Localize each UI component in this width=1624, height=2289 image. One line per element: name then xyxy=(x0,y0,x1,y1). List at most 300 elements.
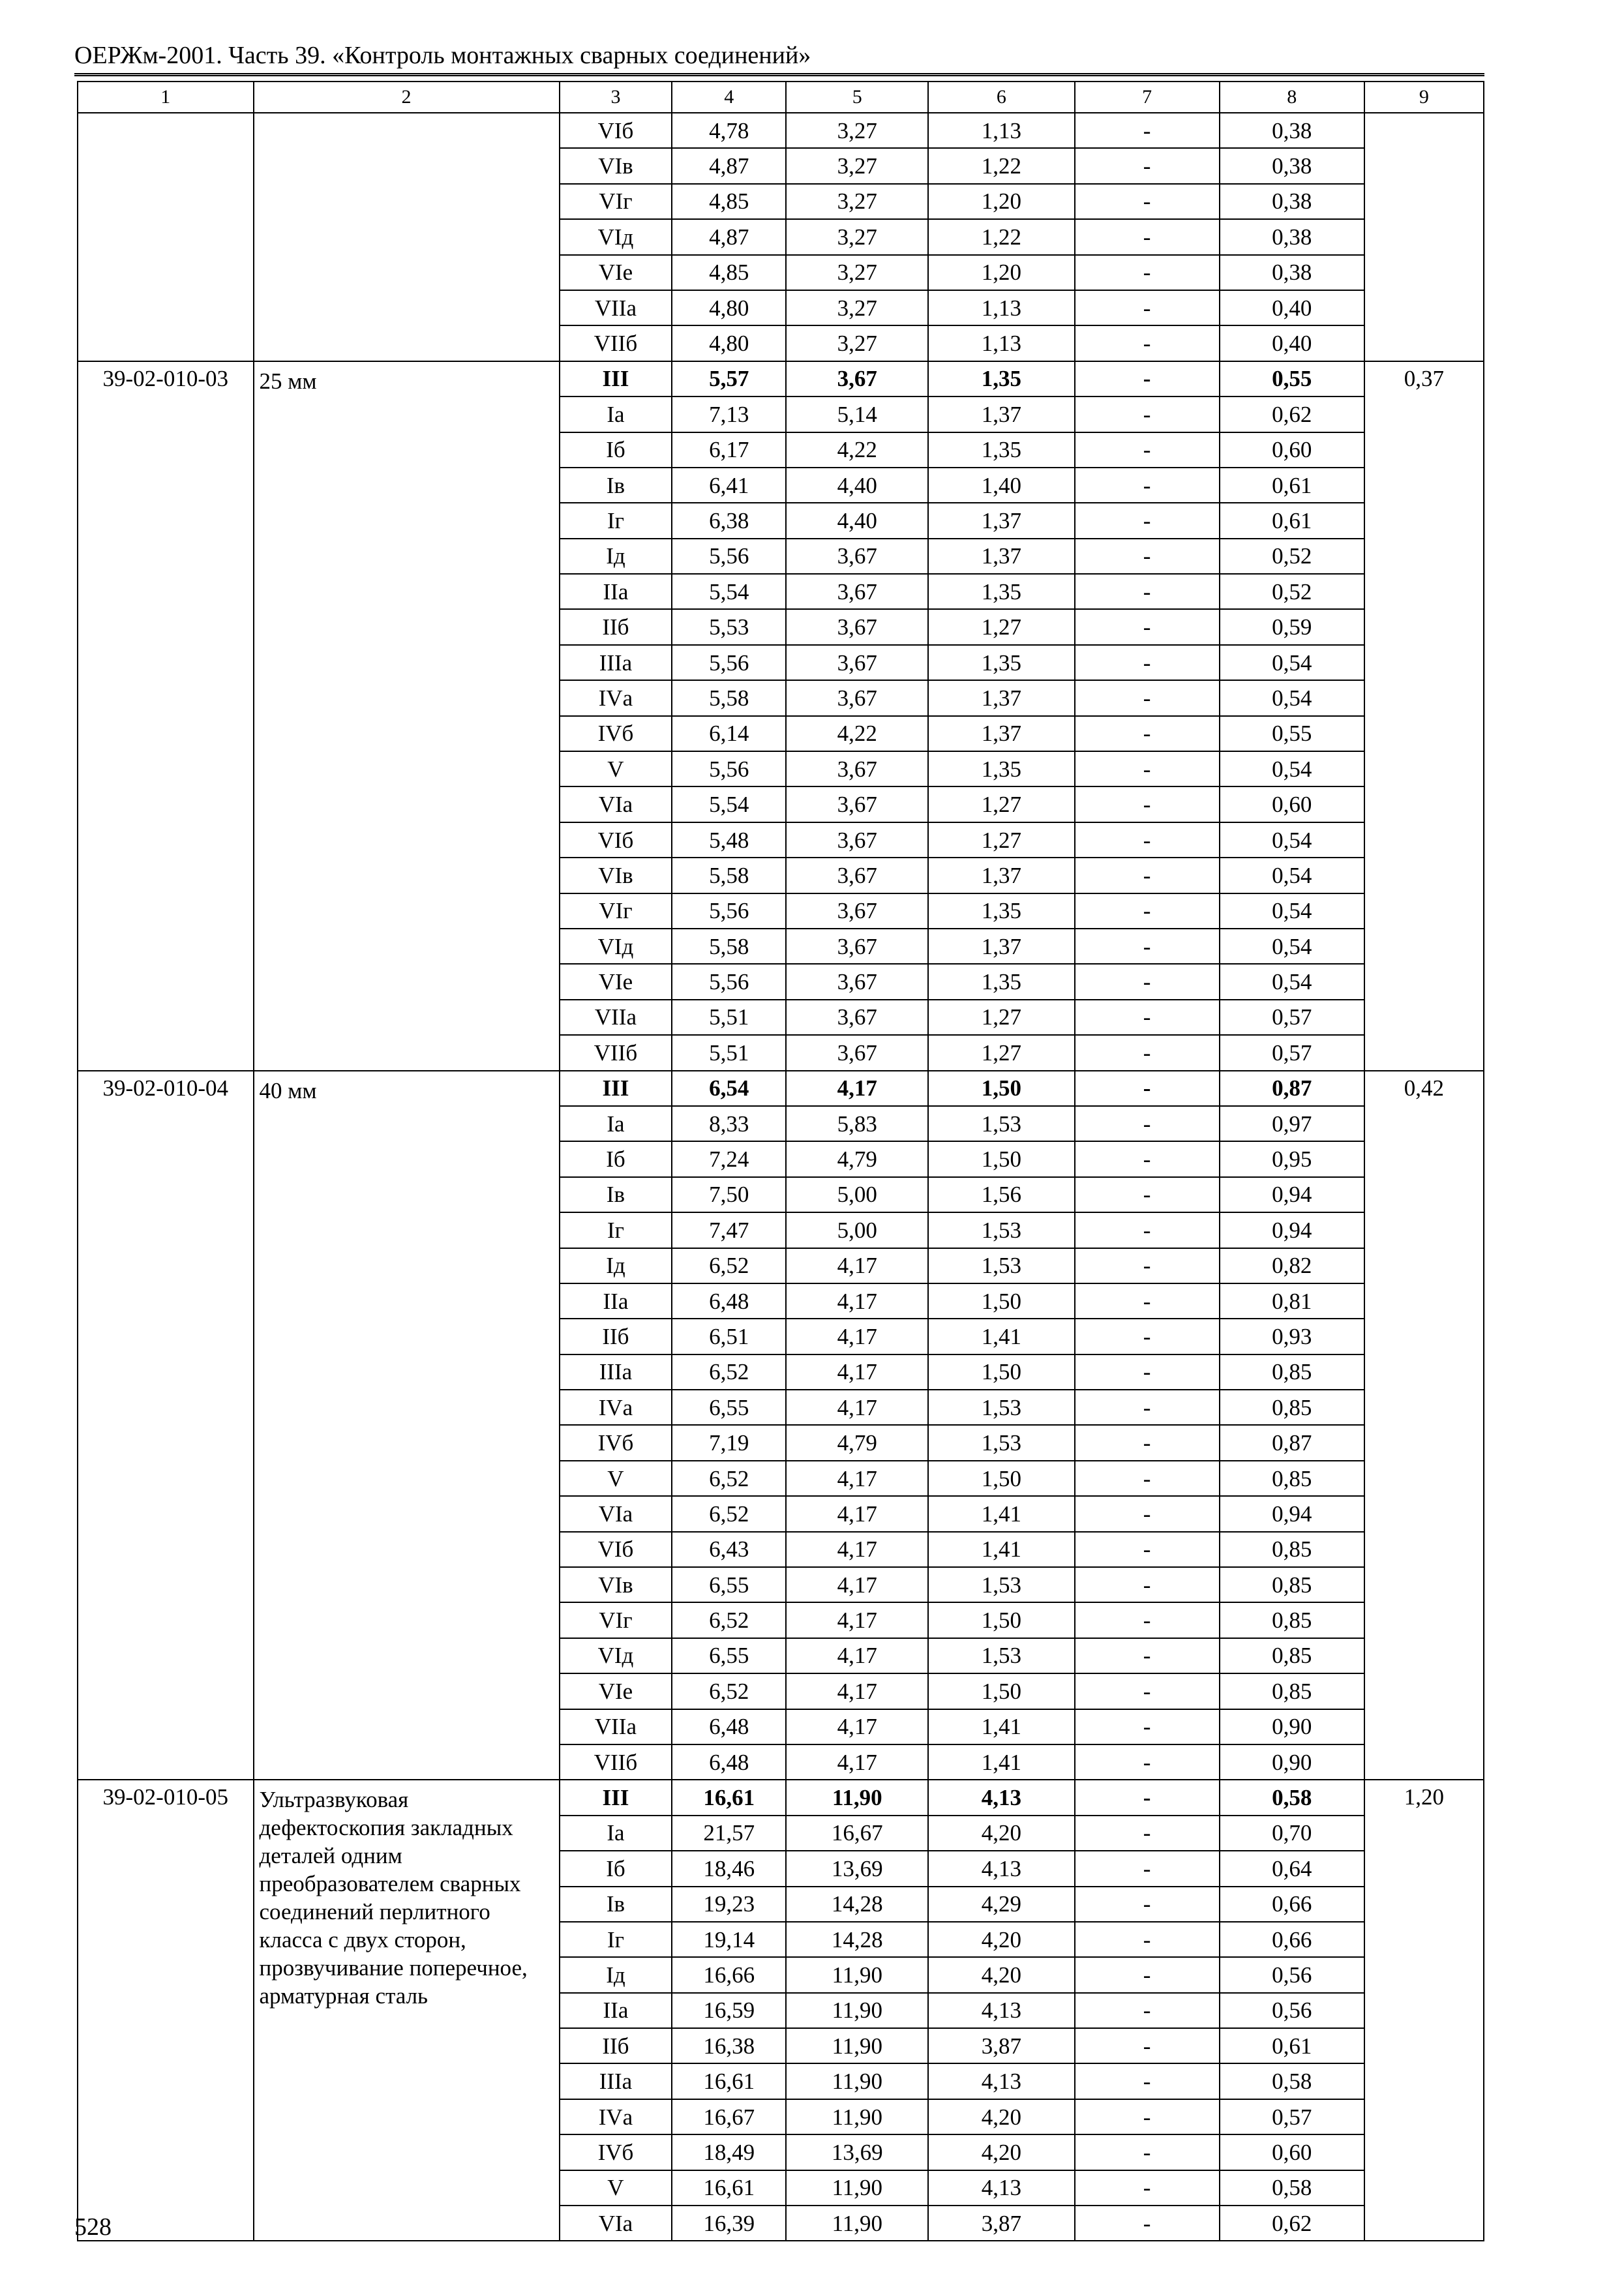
region-cell: VIе xyxy=(560,964,672,999)
value-cell: 0,52 xyxy=(1220,539,1364,574)
value-cell: - xyxy=(1075,113,1220,148)
region-cell: Iб xyxy=(560,1141,672,1176)
value-cell: - xyxy=(1075,148,1220,183)
value-cell: 4,17 xyxy=(786,1638,928,1673)
value-cell: 0,59 xyxy=(1220,609,1364,644)
value-cell: 1,35 xyxy=(928,361,1074,396)
value-cell: - xyxy=(1075,2063,1220,2099)
region-cell: Iб xyxy=(560,432,672,468)
value-cell: 0,81 xyxy=(1220,1283,1364,1319)
column-number: 3 xyxy=(560,82,672,113)
region-cell: Iа xyxy=(560,1106,672,1141)
value-cell: 0,90 xyxy=(1220,1744,1364,1780)
value-cell: 5,57 xyxy=(672,361,786,396)
value-cell: 3,67 xyxy=(786,574,928,609)
value-cell: 0,54 xyxy=(1220,645,1364,680)
value-cell: 0,38 xyxy=(1220,219,1364,254)
value-cell: 3,27 xyxy=(786,325,928,361)
value-cell: 1,50 xyxy=(928,1354,1074,1390)
column-number: 7 xyxy=(1075,82,1220,113)
value-cell: 0,56 xyxy=(1220,1993,1364,2028)
value-cell: 1,53 xyxy=(928,1425,1074,1460)
value-cell: - xyxy=(1075,432,1220,468)
value-cell: - xyxy=(1075,574,1220,609)
value-cell: 5,56 xyxy=(672,751,786,786)
rate-code-cell: 39-02-010-04 xyxy=(78,1071,254,1780)
value-cell: 6,52 xyxy=(672,1496,786,1531)
value-cell: - xyxy=(1075,716,1220,751)
value-cell: 0,58 xyxy=(1220,2170,1364,2206)
value-cell: - xyxy=(1075,184,1220,219)
value-cell: 5,83 xyxy=(786,1106,928,1141)
value-cell: 1,50 xyxy=(928,1673,1074,1709)
value-cell: 6,48 xyxy=(672,1709,786,1744)
value-cell: - xyxy=(1075,1709,1220,1744)
value-cell: 0,40 xyxy=(1220,290,1364,325)
table-row xyxy=(78,1780,1484,1815)
value-cell: 0,58 xyxy=(1220,2063,1364,2099)
value-cell: 18,49 xyxy=(672,2134,786,2170)
document-title: ОЕРЖм-2001. Часть 39. «Контроль монтажных сварных соединений» xyxy=(74,42,811,69)
value-cell: - xyxy=(1075,1212,1220,1248)
value-cell: 0,94 xyxy=(1220,1212,1364,1248)
value-cell: 4,29 xyxy=(928,1887,1074,1922)
value-cell: 1,35 xyxy=(928,645,1074,680)
value-cell: 0,57 xyxy=(1220,1035,1364,1070)
value-cell: 4,17 xyxy=(786,1319,928,1354)
value-cell: - xyxy=(1075,1532,1220,1567)
value-cell: 1,37 xyxy=(928,396,1074,432)
value-cell: 0,90 xyxy=(1220,1709,1364,1744)
value-cell: 1,37 xyxy=(928,503,1074,538)
value-cell: 0,57 xyxy=(1220,2099,1364,2134)
value-cell: 4,13 xyxy=(928,1780,1074,1815)
value-cell: - xyxy=(1075,503,1220,538)
value-cell: 0,54 xyxy=(1220,964,1364,999)
value-cell: - xyxy=(1075,2099,1220,2134)
value-cell: - xyxy=(1075,1283,1220,1319)
value-cell: 1,27 xyxy=(928,609,1074,644)
value-cell: 4,79 xyxy=(786,1141,928,1176)
value-cell: - xyxy=(1075,822,1220,858)
value-cell: 3,67 xyxy=(786,539,928,574)
region-cell: VIг xyxy=(560,893,672,929)
value-cell: 18,46 xyxy=(672,1851,786,1886)
value-cell: 3,67 xyxy=(786,680,928,715)
value-cell: - xyxy=(1075,2028,1220,2063)
value-cell: 0,38 xyxy=(1220,113,1364,148)
region-cell: IVб xyxy=(560,2134,672,2170)
value-cell: 1,37 xyxy=(928,716,1074,751)
value-cell: 6,43 xyxy=(672,1532,786,1567)
value-cell: - xyxy=(1075,1000,1220,1035)
region-cell: IVа xyxy=(560,680,672,715)
value-cell: 3,87 xyxy=(928,2206,1074,2241)
value-cell: - xyxy=(1075,751,1220,786)
value-cell: 16,61 xyxy=(672,1780,786,1815)
value-cell: 4,17 xyxy=(786,1602,928,1638)
value-cell: 0,55 xyxy=(1220,716,1364,751)
region-cell: VIб xyxy=(560,113,672,148)
value-cell: 6,17 xyxy=(672,432,786,468)
value-cell: 6,52 xyxy=(672,1248,786,1283)
region-cell: VIе xyxy=(560,1673,672,1709)
value-cell: 11,90 xyxy=(786,1993,928,2028)
value-cell: 4,40 xyxy=(786,468,928,503)
value-cell: - xyxy=(1075,1602,1220,1638)
value-cell: 3,67 xyxy=(786,893,928,929)
region-cell: VIа xyxy=(560,1496,672,1531)
value-cell: - xyxy=(1075,1071,1220,1106)
value-cell: 3,67 xyxy=(786,1035,928,1070)
region-cell: IVа xyxy=(560,2099,672,2134)
value-cell: 0,38 xyxy=(1220,148,1364,183)
value-cell: 0,85 xyxy=(1220,1532,1364,1567)
column-number: 4 xyxy=(672,82,786,113)
value-cell: 5,51 xyxy=(672,1000,786,1035)
value-cell: 3,27 xyxy=(786,184,928,219)
value-cell: 11,90 xyxy=(786,2206,928,2241)
value-cell: - xyxy=(1075,1673,1220,1709)
column-number: 6 xyxy=(928,82,1074,113)
region-cell: VIб xyxy=(560,1532,672,1567)
value-cell: 0,62 xyxy=(1220,396,1364,432)
value-cell: 1,50 xyxy=(928,1602,1074,1638)
value-cell: 5,00 xyxy=(786,1212,928,1248)
value-cell: 5,48 xyxy=(672,822,786,858)
value-cell: 1,35 xyxy=(928,574,1074,609)
value-cell: - xyxy=(1075,1248,1220,1283)
value-cell: 3,67 xyxy=(786,858,928,893)
value-cell: 0,40 xyxy=(1220,325,1364,361)
value-cell: 0,60 xyxy=(1220,786,1364,822)
value-cell: 8,33 xyxy=(672,1106,786,1141)
value-cell: 1,20 xyxy=(928,184,1074,219)
region-cell: VIа xyxy=(560,2206,672,2241)
value-cell: 4,17 xyxy=(786,1354,928,1390)
value-cell: 0,62 xyxy=(1220,2206,1364,2241)
value-cell: 4,40 xyxy=(786,503,928,538)
value-cell: 7,24 xyxy=(672,1141,786,1176)
value-cell: - xyxy=(1075,786,1220,822)
value-cell: 1,53 xyxy=(928,1638,1074,1673)
region-cell: IIIа xyxy=(560,1354,672,1390)
value-cell: - xyxy=(1075,2170,1220,2206)
value-cell: - xyxy=(1075,1461,1220,1496)
value-cell: 1,41 xyxy=(928,1744,1074,1780)
value-cell: 6,52 xyxy=(672,1354,786,1390)
region-cell: Iа xyxy=(560,396,672,432)
region-cell: III xyxy=(560,1071,672,1106)
value-cell: 0,54 xyxy=(1220,751,1364,786)
region-cell: VIIа xyxy=(560,1000,672,1035)
value-cell: - xyxy=(1075,1354,1220,1390)
value-cell: 0,60 xyxy=(1220,432,1364,468)
region-cell: Iа xyxy=(560,1816,672,1851)
value-cell: 5,54 xyxy=(672,786,786,822)
value-cell: 6,54 xyxy=(672,1071,786,1106)
page-number: 528 xyxy=(74,2213,112,2241)
value-cell: 1,27 xyxy=(928,1035,1074,1070)
value-cell: 4,17 xyxy=(786,1496,928,1531)
value-cell: 0,66 xyxy=(1220,1887,1364,1922)
region-cell: Iг xyxy=(560,503,672,538)
value-cell: - xyxy=(1075,609,1220,644)
value-cell: 6,52 xyxy=(672,1602,786,1638)
value-cell: 0,82 xyxy=(1220,1248,1364,1283)
value-cell: 1,27 xyxy=(928,1000,1074,1035)
value-cell: 1,53 xyxy=(928,1567,1074,1602)
region-cell: V xyxy=(560,751,672,786)
region-cell: III xyxy=(560,361,672,396)
value-cell: 3,67 xyxy=(786,751,928,786)
value-cell: 7,19 xyxy=(672,1425,786,1460)
region-cell: IIа xyxy=(560,574,672,609)
value-cell: - xyxy=(1075,893,1220,929)
value-cell: 0,57 xyxy=(1220,1000,1364,1035)
value-cell: 6,38 xyxy=(672,503,786,538)
col9-cell: 0,42 xyxy=(1364,1071,1484,1780)
value-cell: 1,53 xyxy=(928,1248,1074,1283)
value-cell: 6,52 xyxy=(672,1673,786,1709)
value-cell: 1,53 xyxy=(928,1390,1074,1425)
value-cell: - xyxy=(1075,219,1220,254)
value-cell: 4,17 xyxy=(786,1283,928,1319)
value-cell: 3,67 xyxy=(786,786,928,822)
value-cell: - xyxy=(1075,2206,1220,2241)
value-cell: 3,67 xyxy=(786,964,928,999)
region-cell: IIа xyxy=(560,1993,672,2028)
value-cell: 0,87 xyxy=(1220,1425,1364,1460)
region-cell: IIIа xyxy=(560,2063,672,2099)
value-cell: 7,47 xyxy=(672,1212,786,1248)
region-cell: IVб xyxy=(560,716,672,751)
value-cell: 0,70 xyxy=(1220,1816,1364,1851)
value-cell: 1,50 xyxy=(928,1461,1074,1496)
value-cell: 4,13 xyxy=(928,2170,1074,2206)
value-cell: 11,90 xyxy=(786,2028,928,2063)
value-cell: - xyxy=(1075,1425,1220,1460)
region-cell: VIIб xyxy=(560,1744,672,1780)
table-header xyxy=(78,82,1484,113)
column-number-row xyxy=(78,82,1484,113)
value-cell: 4,85 xyxy=(672,255,786,290)
column-number: 9 xyxy=(1364,82,1484,113)
value-cell: 0,85 xyxy=(1220,1461,1364,1496)
value-cell: - xyxy=(1075,1957,1220,1992)
work-name-cell: Ультразвуковая дефектоскопия закладных деталей одним преобразователем сварных соединений перлитного класса с двух сторон, прозвучивание поперечное, арматурная сталь xyxy=(254,1780,560,2241)
region-cell: VIд xyxy=(560,1638,672,1673)
value-cell: 13,69 xyxy=(786,2134,928,2170)
value-cell: 3,27 xyxy=(786,113,928,148)
value-cell: 16,39 xyxy=(672,2206,786,2241)
rate-code-cell: 39-02-010-03 xyxy=(78,361,254,1071)
region-cell: IIIа xyxy=(560,645,672,680)
value-cell: 3,27 xyxy=(786,219,928,254)
value-cell: 6,52 xyxy=(672,1461,786,1496)
value-cell: 0,85 xyxy=(1220,1602,1364,1638)
region-cell: VIг xyxy=(560,1602,672,1638)
value-cell: 0,52 xyxy=(1220,574,1364,609)
value-cell: 11,90 xyxy=(786,2099,928,2134)
value-cell: 1,27 xyxy=(928,786,1074,822)
value-cell: 4,20 xyxy=(928,2099,1074,2134)
value-cell: - xyxy=(1075,1993,1220,2028)
region-cell: Iд xyxy=(560,1248,672,1283)
region-cell: VIв xyxy=(560,858,672,893)
value-cell: 4,17 xyxy=(786,1709,928,1744)
value-cell: 1,37 xyxy=(928,539,1074,574)
region-cell: VIб xyxy=(560,822,672,858)
value-cell: 3,27 xyxy=(786,255,928,290)
value-cell: 5,58 xyxy=(672,858,786,893)
region-cell: IVб xyxy=(560,1425,672,1460)
value-cell: 0,85 xyxy=(1220,1390,1364,1425)
value-cell: 1,37 xyxy=(928,858,1074,893)
region-cell: IIа xyxy=(560,1283,672,1319)
value-cell: 4,13 xyxy=(928,2063,1074,2099)
value-cell: 4,20 xyxy=(928,1816,1074,1851)
value-cell: 1,37 xyxy=(928,929,1074,964)
region-cell: Iд xyxy=(560,539,672,574)
region-cell: IIб xyxy=(560,1319,672,1354)
value-cell: 0,85 xyxy=(1220,1567,1364,1602)
region-cell: III xyxy=(560,1780,672,1815)
value-cell: - xyxy=(1075,2134,1220,2170)
value-cell: 16,67 xyxy=(672,2099,786,2134)
value-cell: 4,13 xyxy=(928,1993,1074,2028)
value-cell: - xyxy=(1075,1567,1220,1602)
value-cell: 4,17 xyxy=(786,1673,928,1709)
region-cell: V xyxy=(560,2170,672,2206)
value-cell: 16,59 xyxy=(672,1993,786,2028)
table-body xyxy=(78,113,1484,2241)
value-cell: - xyxy=(1075,290,1220,325)
value-cell: 11,90 xyxy=(786,2170,928,2206)
value-cell: 4,79 xyxy=(786,1425,928,1460)
value-cell: 0,61 xyxy=(1220,468,1364,503)
value-cell: 0,66 xyxy=(1220,1922,1364,1957)
value-cell: 4,22 xyxy=(786,432,928,468)
value-cell: 1,22 xyxy=(928,148,1074,183)
value-cell: 1,50 xyxy=(928,1141,1074,1176)
value-cell: 0,93 xyxy=(1220,1319,1364,1354)
region-cell: VIа xyxy=(560,786,672,822)
value-cell: 4,17 xyxy=(786,1461,928,1496)
region-cell: IIб xyxy=(560,2028,672,2063)
value-cell: 6,55 xyxy=(672,1638,786,1673)
value-cell: - xyxy=(1075,325,1220,361)
value-cell: 1,35 xyxy=(928,964,1074,999)
value-cell: - xyxy=(1075,1638,1220,1673)
value-cell: 1,41 xyxy=(928,1709,1074,1744)
value-cell: - xyxy=(1075,1390,1220,1425)
value-cell: 16,61 xyxy=(672,2170,786,2206)
value-cell: 1,35 xyxy=(928,751,1074,786)
table-row xyxy=(78,361,1484,396)
value-cell: 0,61 xyxy=(1220,2028,1364,2063)
value-cell: - xyxy=(1075,468,1220,503)
value-cell: 6,41 xyxy=(672,468,786,503)
value-cell: 14,28 xyxy=(786,1887,928,1922)
value-cell: 6,48 xyxy=(672,1283,786,1319)
value-cell: - xyxy=(1075,539,1220,574)
region-cell: Iв xyxy=(560,1887,672,1922)
value-cell: 0,54 xyxy=(1220,680,1364,715)
value-cell: 4,85 xyxy=(672,184,786,219)
rate-code-cell xyxy=(78,113,254,361)
value-cell: 0,58 xyxy=(1220,1780,1364,1815)
value-cell: 1,41 xyxy=(928,1496,1074,1531)
value-cell: 0,85 xyxy=(1220,1638,1364,1673)
column-number: 5 xyxy=(786,82,928,113)
value-cell: - xyxy=(1075,396,1220,432)
column-number: 1 xyxy=(78,82,254,113)
work-name-cell: 40 мм xyxy=(254,1071,560,1780)
value-cell: 0,64 xyxy=(1220,1851,1364,1886)
value-cell: 3,67 xyxy=(786,609,928,644)
value-cell: 1,41 xyxy=(928,1319,1074,1354)
value-cell: 1,41 xyxy=(928,1532,1074,1567)
region-cell: VIд xyxy=(560,219,672,254)
value-cell: 4,17 xyxy=(786,1744,928,1780)
region-cell: VIе xyxy=(560,255,672,290)
value-cell: 6,55 xyxy=(672,1390,786,1425)
value-cell: 16,67 xyxy=(786,1816,928,1851)
value-cell: 1,13 xyxy=(928,113,1074,148)
value-cell: 0,54 xyxy=(1220,858,1364,893)
value-cell: 1,13 xyxy=(928,290,1074,325)
value-cell: 5,56 xyxy=(672,645,786,680)
region-cell: VIд xyxy=(560,929,672,964)
col9-cell: 1,20 xyxy=(1364,1780,1484,2241)
value-cell: - xyxy=(1075,255,1220,290)
value-cell: 0,54 xyxy=(1220,822,1364,858)
value-cell: 4,13 xyxy=(928,1851,1074,1886)
value-cell: 4,80 xyxy=(672,325,786,361)
value-cell: 3,67 xyxy=(786,929,928,964)
value-cell: 7,50 xyxy=(672,1177,786,1212)
value-cell: - xyxy=(1075,1922,1220,1957)
value-cell: 0,55 xyxy=(1220,361,1364,396)
value-cell: 5,56 xyxy=(672,893,786,929)
value-cell: 3,67 xyxy=(786,361,928,396)
value-cell: 1,35 xyxy=(928,432,1074,468)
value-cell: 0,38 xyxy=(1220,255,1364,290)
value-cell: 0,85 xyxy=(1220,1673,1364,1709)
value-cell: - xyxy=(1075,1496,1220,1531)
value-cell: 4,20 xyxy=(928,1922,1074,1957)
value-cell: 4,87 xyxy=(672,219,786,254)
col9-cell: 0,37 xyxy=(1364,361,1484,1071)
region-cell: VIв xyxy=(560,1567,672,1602)
region-cell: Iг xyxy=(560,1922,672,1957)
value-cell: - xyxy=(1075,1177,1220,1212)
value-cell: 1,37 xyxy=(928,680,1074,715)
value-cell: 6,55 xyxy=(672,1567,786,1602)
value-cell: 0,87 xyxy=(1220,1071,1364,1106)
column-number: 8 xyxy=(1220,82,1364,113)
value-cell: 0,54 xyxy=(1220,929,1364,964)
value-cell: 3,67 xyxy=(786,822,928,858)
value-cell: 4,17 xyxy=(786,1532,928,1567)
value-cell: 11,90 xyxy=(786,1957,928,1992)
value-cell: 0,38 xyxy=(1220,184,1364,219)
value-cell: - xyxy=(1075,964,1220,999)
value-cell: - xyxy=(1075,1851,1220,1886)
value-cell: - xyxy=(1075,1035,1220,1070)
value-cell: 1,40 xyxy=(928,468,1074,503)
